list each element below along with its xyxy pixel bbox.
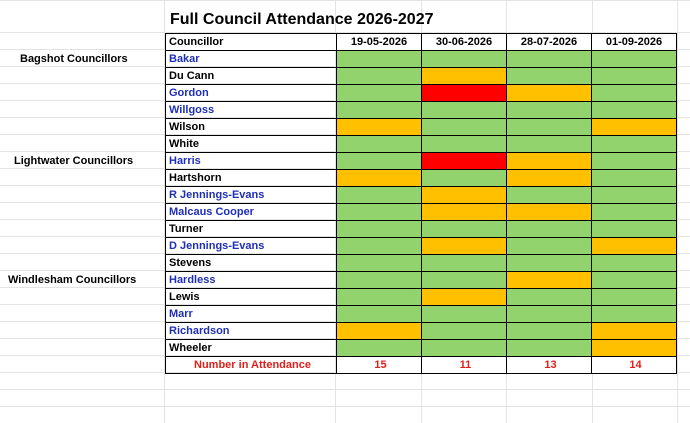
councillor-name[interactable]: Du Cann (166, 68, 337, 85)
attendance-cell[interactable] (337, 102, 422, 119)
attendance-cell[interactable] (592, 153, 677, 170)
table-row (166, 136, 677, 153)
table-row (166, 255, 677, 272)
councillor-name[interactable]: Gordon (166, 85, 337, 102)
attendance-cell[interactable] (507, 221, 592, 238)
attendance-cell[interactable] (507, 323, 592, 340)
attendance-cell[interactable] (337, 187, 422, 204)
councillor-name[interactable]: D Jennings-Evans (166, 238, 337, 255)
attendance-cell[interactable] (422, 289, 507, 306)
attendance-cell[interactable] (592, 204, 677, 221)
attendance-cell[interactable] (507, 187, 592, 204)
attendance-cell[interactable] (337, 68, 422, 85)
attendance-cell[interactable] (507, 272, 592, 289)
attendance-cell[interactable] (422, 272, 507, 289)
header-councillor[interactable]: Councillor (166, 34, 337, 51)
councillor-name[interactable]: Hartshorn (166, 170, 337, 187)
totals-label[interactable]: Number in Attendance (166, 357, 337, 374)
total-cell[interactable]: 14 (592, 357, 677, 374)
group-label-bagshot: Bagshot Councillors (20, 53, 128, 65)
attendance-cell[interactable] (507, 340, 592, 357)
group-label-windlesham: Windlesham Councillors (8, 274, 137, 286)
header-row (166, 34, 677, 51)
attendance-cell[interactable] (337, 204, 422, 221)
attendance-cell[interactable] (507, 306, 592, 323)
attendance-cell[interactable] (592, 51, 677, 68)
attendance-cell[interactable] (337, 306, 422, 323)
attendance-cell[interactable] (507, 204, 592, 221)
councillor-name[interactable]: Hardless (166, 272, 337, 289)
attendance-cell[interactable] (592, 340, 677, 357)
header-date-3[interactable]: 28-07-2026 (507, 34, 592, 51)
attendance-cell[interactable] (507, 136, 592, 153)
councillor-name[interactable]: Willgoss (166, 102, 337, 119)
attendance-cell[interactable] (422, 119, 507, 136)
attendance-cell[interactable] (337, 238, 422, 255)
header-date-1[interactable]: 19-05-2026 (337, 34, 422, 51)
attendance-cell[interactable] (337, 85, 422, 102)
attendance-cell[interactable] (337, 289, 422, 306)
total-cell[interactable]: 11 (422, 357, 507, 374)
attendance-cell[interactable] (422, 306, 507, 323)
attendance-cell[interactable] (337, 51, 422, 68)
attendance-cell[interactable] (507, 102, 592, 119)
table-row (166, 272, 677, 289)
councillor-name[interactable]: Harris (166, 153, 337, 170)
attendance-cell[interactable] (337, 272, 422, 289)
attendance-cell[interactable] (422, 187, 507, 204)
attendance-cell[interactable] (422, 136, 507, 153)
table-row (166, 51, 677, 68)
table-row (166, 119, 677, 136)
attendance-cell[interactable] (507, 170, 592, 187)
attendance-cell[interactable] (422, 221, 507, 238)
councillor-name[interactable]: Lewis (166, 289, 337, 306)
attendance-cell[interactable] (592, 238, 677, 255)
table-row (166, 68, 677, 85)
attendance-cell[interactable] (422, 85, 507, 102)
attendance-cell[interactable] (422, 204, 507, 221)
attendance-cell[interactable] (592, 68, 677, 85)
attendance-cell[interactable] (422, 238, 507, 255)
councillor-name[interactable]: R Jennings-Evans (166, 187, 337, 204)
attendance-cell[interactable] (507, 51, 592, 68)
table-row (166, 306, 677, 323)
attendance-cell[interactable] (592, 85, 677, 102)
councillor-name[interactable]: White (166, 136, 337, 153)
attendance-cell[interactable] (337, 119, 422, 136)
attendance-cell[interactable] (592, 170, 677, 187)
attendance-cell[interactable] (507, 153, 592, 170)
attendance-cell[interactable] (337, 255, 422, 272)
table-row (166, 289, 677, 306)
attendance-cell[interactable] (337, 340, 422, 357)
table-row (166, 221, 677, 238)
header-date-2[interactable]: 30-06-2026 (422, 34, 507, 51)
attendance-cell[interactable] (592, 306, 677, 323)
table-row (166, 102, 677, 119)
councillor-name[interactable]: Bakar (166, 51, 337, 68)
attendance-cell[interactable] (592, 289, 677, 306)
attendance-cell[interactable] (422, 255, 507, 272)
totals-row (166, 357, 677, 374)
total-cell[interactable]: 13 (507, 357, 592, 374)
attendance-cell[interactable] (337, 136, 422, 153)
councillor-name[interactable]: Stevens (166, 255, 337, 272)
attendance-cell[interactable] (422, 153, 507, 170)
attendance-cell[interactable] (592, 136, 677, 153)
attendance-cell[interactable] (592, 102, 677, 119)
attendance-cell[interactable] (422, 102, 507, 119)
table-row (166, 238, 677, 255)
attendance-cell[interactable] (507, 238, 592, 255)
councillor-name[interactable]: Malcaus Cooper (166, 204, 337, 221)
header-date-4[interactable]: 01-09-2026 (592, 34, 677, 51)
total-cell[interactable]: 15 (337, 357, 422, 374)
attendance-cell[interactable] (337, 323, 422, 340)
attendance-cell[interactable] (592, 255, 677, 272)
attendance-cell[interactable] (422, 323, 507, 340)
group-label-lightwater: Lightwater Councillors (14, 155, 134, 167)
attendance-table (165, 33, 677, 374)
councillor-name[interactable]: Turner (166, 221, 337, 238)
sheet-title: Full Council Attendance 2026-2027 (170, 11, 434, 28)
table-row (166, 170, 677, 187)
attendance-cell[interactable] (592, 272, 677, 289)
table-row (166, 187, 677, 204)
councillor-name[interactable]: Wheeler (166, 340, 337, 357)
attendance-cell[interactable] (507, 289, 592, 306)
councillor-name[interactable]: Wilson (166, 119, 337, 136)
attendance-cell[interactable] (422, 340, 507, 357)
table-row (166, 204, 677, 221)
attendance-cell[interactable] (422, 170, 507, 187)
attendance-cell[interactable] (507, 255, 592, 272)
attendance-cell[interactable] (422, 51, 507, 68)
councillor-name[interactable]: Marr (166, 306, 337, 323)
attendance-cell[interactable] (507, 119, 592, 136)
table-row (166, 340, 677, 357)
attendance-cell[interactable] (507, 68, 592, 85)
attendance-cell[interactable] (507, 85, 592, 102)
attendance-cell[interactable] (337, 170, 422, 187)
attendance-cell[interactable] (337, 221, 422, 238)
table-row (166, 323, 677, 340)
table-row (166, 153, 677, 170)
table-row (166, 85, 677, 102)
attendance-cell[interactable] (337, 153, 422, 170)
attendance-cell[interactable] (592, 221, 677, 238)
councillor-name[interactable]: Richardson (166, 323, 337, 340)
attendance-cell[interactable] (592, 119, 677, 136)
attendance-cell[interactable] (592, 323, 677, 340)
attendance-cell[interactable] (422, 68, 507, 85)
attendance-cell[interactable] (592, 187, 677, 204)
